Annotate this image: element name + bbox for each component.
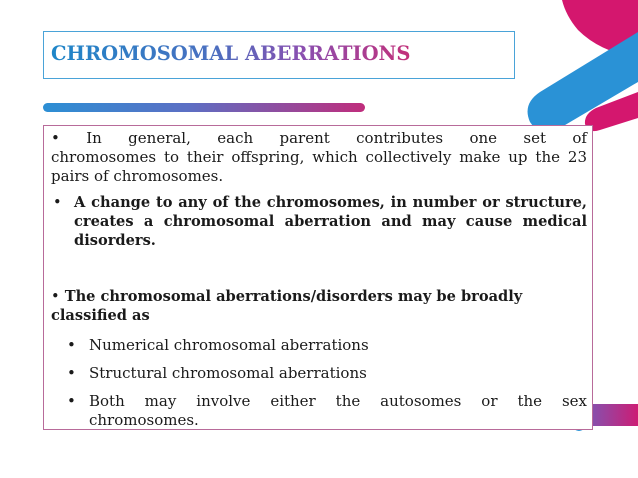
intro-paragraph	[51, 129, 587, 186]
slide-title: CHROMOSOMAL ABERRATIONS	[51, 42, 411, 65]
bullet-dot: •	[51, 288, 60, 305]
bullet-dot: •	[67, 336, 76, 354]
sub-item-numerical	[51, 336, 587, 355]
sub-item-text: Numerical chromosomal aberrations	[89, 336, 369, 354]
sub-item-text: Structural chromosomal aberrations	[89, 364, 367, 382]
classified-paragraph	[51, 287, 587, 325]
sub-item-structural	[51, 364, 587, 383]
title-box	[43, 31, 515, 79]
slide-content	[51, 129, 587, 430]
bullet-dot: •	[67, 364, 76, 382]
intro-line-rest: chromosomes to their offspring, which collectively make up the 23 pairs of chromosomes.	[51, 148, 587, 185]
intro-line-1: • In general, each parent contributes one set of	[51, 129, 587, 147]
sub-item-both	[51, 392, 587, 430]
classified-text: The chromosomal aberrations/disorders may be broadly classified as	[51, 288, 523, 324]
gradient-divider	[43, 103, 365, 112]
bullet-dot: •	[67, 392, 76, 410]
bullet-dot: •	[53, 194, 62, 211]
bold-bullet	[51, 193, 587, 250]
bold-bullet-text: A change to any of the chromosomes, in number or structure, creates a chromosomal aberration and may cause medical disorders.	[74, 194, 587, 249]
both-line-1: Both may involve either the autosomes or the sex	[89, 392, 587, 410]
both-line-2: chromosomes.	[89, 411, 199, 429]
